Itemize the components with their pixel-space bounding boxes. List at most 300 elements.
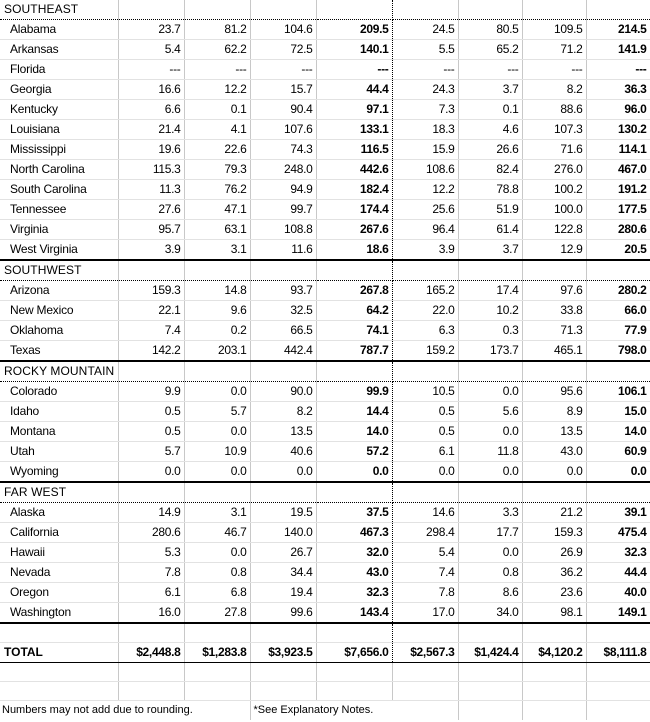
row-nevada-col-1[interactable]: 7.8 [118, 563, 184, 583]
row-virginia-col-5[interactable]: 96.4 [392, 220, 458, 240]
row-alaska-col-6[interactable]: 3.3 [458, 503, 522, 523]
total-col-7[interactable]: $4,120.2 [522, 642, 586, 662]
row-new-mexico-label[interactable]: New Mexico [0, 301, 118, 321]
row-georgia-col-8[interactable]: 36.3 [586, 80, 650, 100]
row-hawaii-col-6[interactable]: 0.0 [458, 543, 522, 563]
row-north-carolina-col-6[interactable]: 82.4 [458, 160, 522, 180]
blank-cell[interactable] [316, 681, 392, 700]
row-south-carolina-col-4[interactable]: 182.4 [316, 180, 392, 200]
row-washington-col-8[interactable]: 149.1 [586, 603, 650, 624]
row-texas-col-2[interactable]: 203.1 [184, 341, 250, 362]
row-nevada-col-2[interactable]: 0.8 [184, 563, 250, 583]
row-washington-col-1[interactable]: 16.0 [118, 603, 184, 624]
section-header-cell[interactable] [250, 0, 316, 20]
total-col-1[interactable]: $2,448.8 [118, 642, 184, 662]
row-arkansas-col-4[interactable]: 140.1 [316, 40, 392, 60]
row-florida-col-5[interactable]: --- [392, 60, 458, 80]
row-mississippi-col-8[interactable]: 114.1 [586, 140, 650, 160]
row-tennessee-col-6[interactable]: 51.9 [458, 200, 522, 220]
row-tennessee-col-5[interactable]: 25.6 [392, 200, 458, 220]
footnote-explanatory[interactable]: *See Explanatory Notes. [250, 700, 458, 720]
row-georgia-col-2[interactable]: 12.2 [184, 80, 250, 100]
total-col-6[interactable]: $1,424.4 [458, 642, 522, 662]
row-oregon-col-2[interactable]: 6.8 [184, 583, 250, 603]
row-mississippi-col-6[interactable]: 26.6 [458, 140, 522, 160]
total-col-2[interactable]: $1,283.8 [184, 642, 250, 662]
row-arkansas-col-5[interactable]: 5.5 [392, 40, 458, 60]
row-north-carolina-col-2[interactable]: 79.3 [184, 160, 250, 180]
row-oregon-col-5[interactable]: 7.8 [392, 583, 458, 603]
section-header-cell[interactable] [118, 0, 184, 20]
blank-cell[interactable] [118, 662, 184, 681]
row-virginia-col-1[interactable]: 95.7 [118, 220, 184, 240]
row-montana-col-2[interactable]: 0.0 [184, 422, 250, 442]
row-colorado-col-3[interactable]: 90.0 [250, 382, 316, 402]
row-texas-col-4[interactable]: 787.7 [316, 341, 392, 362]
row-arizona-col-7[interactable]: 97.6 [522, 281, 586, 301]
row-tennessee-col-2[interactable]: 47.1 [184, 200, 250, 220]
row-hawaii-col-5[interactable]: 5.4 [392, 543, 458, 563]
row-alabama-col-1[interactable]: 23.7 [118, 20, 184, 40]
row-louisiana-col-1[interactable]: 21.4 [118, 120, 184, 140]
row-tennessee-col-7[interactable]: 100.0 [522, 200, 586, 220]
row-alaska-col-1[interactable]: 14.9 [118, 503, 184, 523]
row-colorado-col-4[interactable]: 99.9 [316, 382, 392, 402]
section-header-cell[interactable] [184, 482, 250, 503]
blank-cell[interactable] [184, 662, 250, 681]
row-hawaii-col-7[interactable]: 26.9 [522, 543, 586, 563]
row-new-mexico-col-7[interactable]: 33.8 [522, 301, 586, 321]
row-nevada-label[interactable]: Nevada [0, 563, 118, 583]
row-west-virginia-col-7[interactable]: 12.9 [522, 240, 586, 261]
row-south-carolina-col-8[interactable]: 191.2 [586, 180, 650, 200]
row-idaho-col-4[interactable]: 14.4 [316, 402, 392, 422]
row-colorado-col-6[interactable]: 0.0 [458, 382, 522, 402]
row-arizona-col-8[interactable]: 280.2 [586, 281, 650, 301]
section-header-cell[interactable] [250, 482, 316, 503]
row-louisiana-label[interactable]: Louisiana [0, 120, 118, 140]
blank-cell[interactable] [184, 681, 250, 700]
row-texas-col-5[interactable]: 159.2 [392, 341, 458, 362]
row-oklahoma-col-8[interactable]: 77.9 [586, 321, 650, 341]
row-florida-col-3[interactable]: --- [250, 60, 316, 80]
row-colorado-col-1[interactable]: 9.9 [118, 382, 184, 402]
row-mississippi-col-1[interactable]: 19.6 [118, 140, 184, 160]
row-idaho-col-5[interactable]: 0.5 [392, 402, 458, 422]
row-utah-label[interactable]: Utah [0, 442, 118, 462]
row-colorado-col-7[interactable]: 95.6 [522, 382, 586, 402]
row-alabama-col-5[interactable]: 24.5 [392, 20, 458, 40]
row-alaska-col-8[interactable]: 39.1 [586, 503, 650, 523]
row-colorado-label[interactable]: Colorado [0, 382, 118, 402]
row-virginia-col-3[interactable]: 108.8 [250, 220, 316, 240]
row-tennessee-col-3[interactable]: 99.7 [250, 200, 316, 220]
total-col-3[interactable]: $3,923.5 [250, 642, 316, 662]
section-header-cell[interactable] [522, 0, 586, 20]
row-new-mexico-col-4[interactable]: 64.2 [316, 301, 392, 321]
row-florida-col-4[interactable]: --- [316, 60, 392, 80]
row-alaska-col-4[interactable]: 37.5 [316, 503, 392, 523]
blank-cell[interactable] [586, 662, 650, 681]
row-louisiana-col-4[interactable]: 133.1 [316, 120, 392, 140]
row-north-carolina-col-1[interactable]: 115.3 [118, 160, 184, 180]
section-header-cell[interactable] [392, 260, 458, 281]
row-florida-col-6[interactable]: --- [458, 60, 522, 80]
row-arkansas-col-2[interactable]: 62.2 [184, 40, 250, 60]
blank-cell[interactable] [118, 681, 184, 700]
row-south-carolina-col-1[interactable]: 11.3 [118, 180, 184, 200]
row-wyoming-label[interactable]: Wyoming [0, 462, 118, 483]
row-washington-col-6[interactable]: 34.0 [458, 603, 522, 624]
row-virginia-col-8[interactable]: 280.6 [586, 220, 650, 240]
row-louisiana-col-6[interactable]: 4.6 [458, 120, 522, 140]
row-north-carolina-col-3[interactable]: 248.0 [250, 160, 316, 180]
row-south-carolina-col-6[interactable]: 78.8 [458, 180, 522, 200]
row-georgia-label[interactable]: Georgia [0, 80, 118, 100]
row-oregon-col-4[interactable]: 32.3 [316, 583, 392, 603]
row-oklahoma-col-5[interactable]: 6.3 [392, 321, 458, 341]
row-south-carolina-col-2[interactable]: 76.2 [184, 180, 250, 200]
blank-cell[interactable] [250, 623, 316, 642]
blank-cell[interactable] [392, 623, 458, 642]
row-mississippi-label[interactable]: Mississippi [0, 140, 118, 160]
row-mississippi-col-3[interactable]: 74.3 [250, 140, 316, 160]
row-utah-col-2[interactable]: 10.9 [184, 442, 250, 462]
section-header-cell[interactable] [250, 361, 316, 382]
section-header-cell[interactable] [458, 482, 522, 503]
section-header-cell[interactable] [118, 482, 184, 503]
row-oregon-col-7[interactable]: 23.6 [522, 583, 586, 603]
row-louisiana-col-7[interactable]: 107.3 [522, 120, 586, 140]
blank-cell[interactable] [522, 623, 586, 642]
section-header-cell[interactable] [458, 260, 522, 281]
blank-cell[interactable] [118, 623, 184, 642]
row-oregon-col-3[interactable]: 19.4 [250, 583, 316, 603]
row-wyoming-col-5[interactable]: 0.0 [392, 462, 458, 483]
section-title[interactable]: FAR WEST [0, 482, 118, 503]
row-south-carolina-label[interactable]: South Carolina [0, 180, 118, 200]
row-nevada-col-5[interactable]: 7.4 [392, 563, 458, 583]
row-wyoming-col-2[interactable]: 0.0 [184, 462, 250, 483]
total-col-4[interactable]: $7,656.0 [316, 642, 392, 662]
row-oklahoma-col-7[interactable]: 71.3 [522, 321, 586, 341]
row-arkansas-col-7[interactable]: 71.2 [522, 40, 586, 60]
row-georgia-col-5[interactable]: 24.3 [392, 80, 458, 100]
row-oklahoma-label[interactable]: Oklahoma [0, 321, 118, 341]
blank-cell[interactable] [522, 662, 586, 681]
blank-cell[interactable] [392, 681, 458, 700]
row-louisiana-col-2[interactable]: 4.1 [184, 120, 250, 140]
row-washington-label[interactable]: Washington [0, 603, 118, 624]
row-georgia-col-6[interactable]: 3.7 [458, 80, 522, 100]
row-new-mexico-col-5[interactable]: 22.0 [392, 301, 458, 321]
section-title[interactable]: SOUTHWEST [0, 260, 118, 281]
row-north-carolina-col-7[interactable]: 276.0 [522, 160, 586, 180]
row-tennessee-col-8[interactable]: 177.5 [586, 200, 650, 220]
section-header-cell[interactable] [118, 260, 184, 281]
row-west-virginia-col-8[interactable]: 20.5 [586, 240, 650, 261]
row-alabama-col-3[interactable]: 104.6 [250, 20, 316, 40]
row-florida-col-7[interactable]: --- [522, 60, 586, 80]
section-header-cell[interactable] [522, 361, 586, 382]
blank-cell[interactable] [458, 662, 522, 681]
row-tennessee-label[interactable]: Tennessee [0, 200, 118, 220]
row-arizona-col-6[interactable]: 17.4 [458, 281, 522, 301]
row-nevada-col-7[interactable]: 36.2 [522, 563, 586, 583]
section-header-cell[interactable] [392, 361, 458, 382]
row-montana-col-3[interactable]: 13.5 [250, 422, 316, 442]
row-montana-col-8[interactable]: 14.0 [586, 422, 650, 442]
row-florida-col-1[interactable]: --- [118, 60, 184, 80]
row-west-virginia-col-1[interactable]: 3.9 [118, 240, 184, 261]
row-nevada-col-4[interactable]: 43.0 [316, 563, 392, 583]
row-idaho-col-8[interactable]: 15.0 [586, 402, 650, 422]
section-header-cell[interactable] [586, 482, 650, 503]
row-west-virginia-col-5[interactable]: 3.9 [392, 240, 458, 261]
row-kentucky-col-4[interactable]: 97.1 [316, 100, 392, 120]
section-header-cell[interactable] [586, 0, 650, 20]
row-north-carolina-col-4[interactable]: 442.6 [316, 160, 392, 180]
row-alaska-col-2[interactable]: 3.1 [184, 503, 250, 523]
row-west-virginia-col-2[interactable]: 3.1 [184, 240, 250, 261]
blank-cell[interactable] [458, 681, 522, 700]
row-tennessee-col-4[interactable]: 174.4 [316, 200, 392, 220]
section-title[interactable]: ROCKY MOUNTAIN [0, 361, 118, 382]
blank-cell[interactable] [250, 681, 316, 700]
row-alabama-col-4[interactable]: 209.5 [316, 20, 392, 40]
row-mississippi-col-2[interactable]: 22.6 [184, 140, 250, 160]
row-arizona-label[interactable]: Arizona [0, 281, 118, 301]
row-arkansas-col-3[interactable]: 72.5 [250, 40, 316, 60]
section-title[interactable]: SOUTHEAST [0, 0, 118, 20]
row-idaho-col-1[interactable]: 0.5 [118, 402, 184, 422]
row-california-col-4[interactable]: 467.3 [316, 523, 392, 543]
blank-cell[interactable] [316, 662, 392, 681]
row-alaska-col-3[interactable]: 19.5 [250, 503, 316, 523]
row-alabama-col-7[interactable]: 109.5 [522, 20, 586, 40]
row-washington-col-3[interactable]: 99.6 [250, 603, 316, 624]
row-south-carolina-col-3[interactable]: 94.9 [250, 180, 316, 200]
row-oregon-col-8[interactable]: 40.0 [586, 583, 650, 603]
row-new-mexico-col-3[interactable]: 32.5 [250, 301, 316, 321]
row-alaska-label[interactable]: Alaska [0, 503, 118, 523]
row-alabama-col-2[interactable]: 81.2 [184, 20, 250, 40]
total-col-8[interactable]: $8,111.8 [586, 642, 650, 662]
row-nevada-col-3[interactable]: 34.4 [250, 563, 316, 583]
row-hawaii-col-3[interactable]: 26.7 [250, 543, 316, 563]
row-montana-col-6[interactable]: 0.0 [458, 422, 522, 442]
section-header-cell[interactable] [586, 260, 650, 281]
section-header-cell[interactable] [316, 482, 392, 503]
row-montana-col-5[interactable]: 0.5 [392, 422, 458, 442]
row-montana-label[interactable]: Montana [0, 422, 118, 442]
section-header-cell[interactable] [184, 361, 250, 382]
row-oklahoma-col-1[interactable]: 7.4 [118, 321, 184, 341]
row-new-mexico-col-8[interactable]: 66.0 [586, 301, 650, 321]
row-alabama-label[interactable]: Alabama [0, 20, 118, 40]
row-kentucky-col-5[interactable]: 7.3 [392, 100, 458, 120]
row-arkansas-label[interactable]: Arkansas [0, 40, 118, 60]
row-hawaii-col-4[interactable]: 32.0 [316, 543, 392, 563]
total-col-5[interactable]: $2,567.3 [392, 642, 458, 662]
row-washington-col-2[interactable]: 27.8 [184, 603, 250, 624]
row-texas-col-8[interactable]: 798.0 [586, 341, 650, 362]
section-header-cell[interactable] [316, 361, 392, 382]
row-colorado-col-5[interactable]: 10.5 [392, 382, 458, 402]
row-virginia-col-6[interactable]: 61.4 [458, 220, 522, 240]
blank-cell[interactable] [0, 662, 118, 681]
row-wyoming-col-4[interactable]: 0.0 [316, 462, 392, 483]
row-kentucky-col-7[interactable]: 88.6 [522, 100, 586, 120]
row-louisiana-col-8[interactable]: 130.2 [586, 120, 650, 140]
row-california-col-3[interactable]: 140.0 [250, 523, 316, 543]
row-idaho-label[interactable]: Idaho [0, 402, 118, 422]
row-north-carolina-col-8[interactable]: 467.0 [586, 160, 650, 180]
row-arizona-col-4[interactable]: 267.8 [316, 281, 392, 301]
section-header-cell[interactable] [392, 482, 458, 503]
row-texas-label[interactable]: Texas [0, 341, 118, 362]
row-west-virginia-col-4[interactable]: 18.6 [316, 240, 392, 261]
section-header-cell[interactable] [586, 361, 650, 382]
row-oregon-col-1[interactable]: 6.1 [118, 583, 184, 603]
section-header-cell[interactable] [184, 0, 250, 20]
row-georgia-col-1[interactable]: 16.6 [118, 80, 184, 100]
blank-cell[interactable] [586, 700, 650, 720]
row-arizona-col-2[interactable]: 14.8 [184, 281, 250, 301]
blank-cell[interactable] [522, 700, 586, 720]
row-kentucky-col-2[interactable]: 0.1 [184, 100, 250, 120]
section-header-cell[interactable] [316, 0, 392, 20]
row-texas-col-1[interactable]: 142.2 [118, 341, 184, 362]
row-washington-col-7[interactable]: 98.1 [522, 603, 586, 624]
row-south-carolina-col-5[interactable]: 12.2 [392, 180, 458, 200]
row-oklahoma-col-6[interactable]: 0.3 [458, 321, 522, 341]
row-montana-col-4[interactable]: 14.0 [316, 422, 392, 442]
blank-cell[interactable] [0, 681, 118, 700]
row-arizona-col-1[interactable]: 159.3 [118, 281, 184, 301]
blank-cell[interactable] [250, 662, 316, 681]
section-header-cell[interactable] [458, 0, 522, 20]
row-oregon-col-6[interactable]: 8.6 [458, 583, 522, 603]
row-arkansas-col-8[interactable]: 141.9 [586, 40, 650, 60]
row-nevada-col-6[interactable]: 0.8 [458, 563, 522, 583]
row-montana-col-1[interactable]: 0.5 [118, 422, 184, 442]
section-header-cell[interactable] [522, 482, 586, 503]
row-hawaii-col-2[interactable]: 0.0 [184, 543, 250, 563]
row-north-carolina-col-5[interactable]: 108.6 [392, 160, 458, 180]
row-mississippi-col-4[interactable]: 116.5 [316, 140, 392, 160]
row-mississippi-col-5[interactable]: 15.9 [392, 140, 458, 160]
row-florida-col-8[interactable]: --- [586, 60, 650, 80]
blank-cell[interactable] [184, 623, 250, 642]
row-south-carolina-col-7[interactable]: 100.2 [522, 180, 586, 200]
section-header-cell[interactable] [316, 260, 392, 281]
row-mississippi-col-7[interactable]: 71.6 [522, 140, 586, 160]
row-kentucky-col-6[interactable]: 0.1 [458, 100, 522, 120]
row-washington-col-5[interactable]: 17.0 [392, 603, 458, 624]
row-kentucky-col-3[interactable]: 90.4 [250, 100, 316, 120]
row-utah-col-4[interactable]: 57.2 [316, 442, 392, 462]
row-california-col-5[interactable]: 298.4 [392, 523, 458, 543]
row-louisiana-col-3[interactable]: 107.6 [250, 120, 316, 140]
row-california-col-8[interactable]: 475.4 [586, 523, 650, 543]
row-virginia-label[interactable]: Virginia [0, 220, 118, 240]
row-west-virginia-label[interactable]: West Virginia [0, 240, 118, 261]
row-idaho-col-7[interactable]: 8.9 [522, 402, 586, 422]
row-nevada-col-8[interactable]: 44.4 [586, 563, 650, 583]
blank-cell[interactable] [0, 623, 118, 642]
row-wyoming-col-1[interactable]: 0.0 [118, 462, 184, 483]
row-oregon-label[interactable]: Oregon [0, 583, 118, 603]
row-wyoming-col-6[interactable]: 0.0 [458, 462, 522, 483]
row-florida-label[interactable]: Florida [0, 60, 118, 80]
blank-cell[interactable] [458, 700, 522, 720]
row-kentucky-label[interactable]: Kentucky [0, 100, 118, 120]
row-utah-col-5[interactable]: 6.1 [392, 442, 458, 462]
row-california-col-2[interactable]: 46.7 [184, 523, 250, 543]
row-arkansas-col-6[interactable]: 65.2 [458, 40, 522, 60]
row-california-col-6[interactable]: 17.7 [458, 523, 522, 543]
row-virginia-col-4[interactable]: 267.6 [316, 220, 392, 240]
section-header-cell[interactable] [522, 260, 586, 281]
row-hawaii-label[interactable]: Hawaii [0, 543, 118, 563]
blank-cell[interactable] [392, 662, 458, 681]
row-florida-col-2[interactable]: --- [184, 60, 250, 80]
row-california-col-1[interactable]: 280.6 [118, 523, 184, 543]
blank-cell[interactable] [458, 623, 522, 642]
row-alabama-col-6[interactable]: 80.5 [458, 20, 522, 40]
row-georgia-col-7[interactable]: 8.2 [522, 80, 586, 100]
blank-cell[interactable] [586, 681, 650, 700]
row-utah-col-3[interactable]: 40.6 [250, 442, 316, 462]
row-texas-col-7[interactable]: 465.1 [522, 341, 586, 362]
section-header-cell[interactable] [118, 361, 184, 382]
row-texas-col-6[interactable]: 173.7 [458, 341, 522, 362]
row-oklahoma-col-4[interactable]: 74.1 [316, 321, 392, 341]
row-tennessee-col-1[interactable]: 27.6 [118, 200, 184, 220]
row-colorado-col-2[interactable]: 0.0 [184, 382, 250, 402]
row-georgia-col-4[interactable]: 44.4 [316, 80, 392, 100]
section-header-cell[interactable] [184, 260, 250, 281]
row-kentucky-col-8[interactable]: 96.0 [586, 100, 650, 120]
row-alabama-col-8[interactable]: 214.5 [586, 20, 650, 40]
row-colorado-col-8[interactable]: 106.1 [586, 382, 650, 402]
row-utah-col-7[interactable]: 43.0 [522, 442, 586, 462]
row-california-label[interactable]: California [0, 523, 118, 543]
row-arizona-col-3[interactable]: 93.7 [250, 281, 316, 301]
row-new-mexico-col-1[interactable]: 22.1 [118, 301, 184, 321]
row-oklahoma-col-3[interactable]: 66.5 [250, 321, 316, 341]
row-utah-col-8[interactable]: 60.9 [586, 442, 650, 462]
row-new-mexico-col-6[interactable]: 10.2 [458, 301, 522, 321]
row-wyoming-col-7[interactable]: 0.0 [522, 462, 586, 483]
row-utah-col-6[interactable]: 11.8 [458, 442, 522, 462]
total-label[interactable]: TOTAL [0, 642, 118, 662]
row-alaska-col-5[interactable]: 14.6 [392, 503, 458, 523]
section-header-cell[interactable] [250, 260, 316, 281]
row-utah-col-1[interactable]: 5.7 [118, 442, 184, 462]
row-montana-col-7[interactable]: 13.5 [522, 422, 586, 442]
row-west-virginia-col-6[interactable]: 3.7 [458, 240, 522, 261]
row-north-carolina-label[interactable]: North Carolina [0, 160, 118, 180]
row-hawaii-col-8[interactable]: 32.3 [586, 543, 650, 563]
row-west-virginia-col-3[interactable]: 11.6 [250, 240, 316, 261]
blank-cell[interactable] [586, 623, 650, 642]
row-arizona-col-5[interactable]: 165.2 [392, 281, 458, 301]
row-texas-col-3[interactable]: 442.4 [250, 341, 316, 362]
row-louisiana-col-5[interactable]: 18.3 [392, 120, 458, 140]
row-new-mexico-col-2[interactable]: 9.6 [184, 301, 250, 321]
